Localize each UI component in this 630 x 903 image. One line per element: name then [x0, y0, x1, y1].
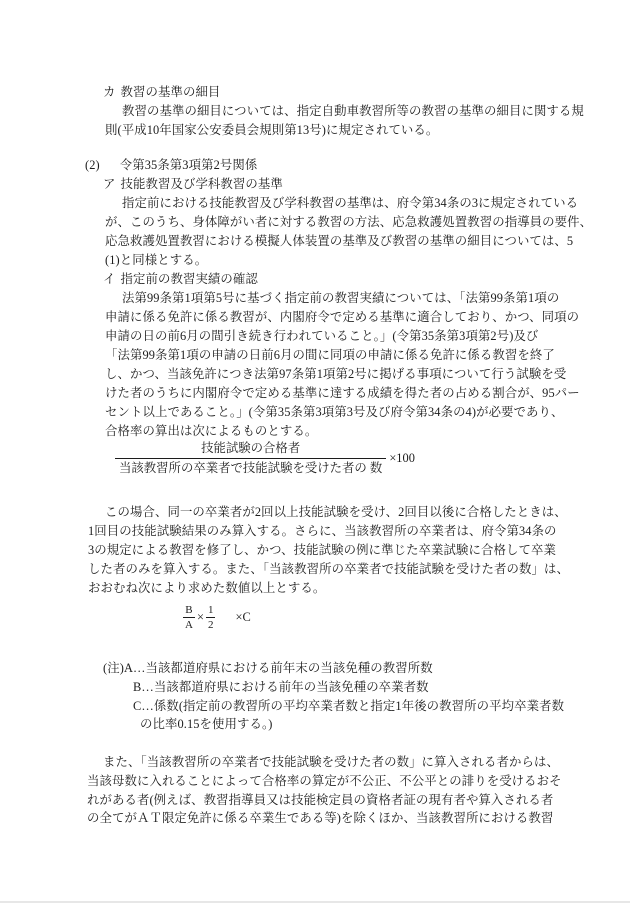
- fraction-denominator: A: [185, 619, 193, 631]
- item-a-label: ア: [103, 177, 116, 191]
- para-a-line: 指定前における技能教習及び学科教習の基準は、府令第34条の3に規定されている: [122, 196, 579, 210]
- note-line-a: (注)A…当該都道府県における前年末の当該免種の教習所数: [103, 661, 433, 675]
- para-i-line: けた者のうちに内閣府令で定める基準に達する成績を得た者の占める割合が、95パー: [105, 386, 580, 400]
- note-line-b: B…当該都道府県における前年の当該免種の卒業者数: [133, 680, 429, 694]
- item-ka-title: 教習の基準の細目: [120, 85, 221, 99]
- item-i-title: 指定前の教習実績の確認: [120, 272, 258, 286]
- para-i-line: 合格率の算出は次によるものとする。: [105, 424, 318, 438]
- fraction-b-over-a: [183, 604, 195, 631]
- pass-rate-fraction: [115, 441, 386, 476]
- item-a-title: 技能教習及び学科教習の基準: [120, 177, 283, 191]
- fraction-one-half: [206, 604, 216, 631]
- para-i-line: セント以上であること。」(令第35条第3項第3号及び府令第34条の4)が必要であり、: [105, 405, 564, 419]
- section-2-label: (2): [85, 158, 100, 172]
- fraction-denominator: 当該教習所の卒業者で技能試験を受けた者の 数: [115, 458, 386, 476]
- note-line-c-cont: の比率0.15を使用する。): [140, 717, 273, 731]
- para-case-line: この場合、同一の卒業者が2回以上技能試験を受け、2回目以後に合格したときは、: [105, 505, 567, 519]
- para-also-line: 当該母数に入れることによって合格率の算定が不公正、不公平との誹りを受けるおそ: [87, 774, 562, 788]
- fraction-numerator: 1: [207, 604, 214, 616]
- note-line-c: C…係数(指定前の教習所の平均卒業者数と指定1年後の教習所の平均卒業者数: [133, 699, 565, 713]
- fraction-numerator: B: [185, 604, 193, 616]
- min-count-formula: [183, 604, 253, 631]
- para-a-line: 応急救護処置教習における模擬人体装置の基準及び教習の基準の細目については、5: [105, 234, 574, 248]
- section-2-title: 令第35条第3項第2号関係: [119, 158, 258, 172]
- multiply-c-term: ×C: [235, 610, 251, 624]
- item-i: [103, 270, 258, 289]
- multiply-sign: ×: [196, 610, 204, 624]
- item-ka-label: カ: [103, 85, 116, 99]
- para-a-line: が、このうち、身体障がい者に対する教習の方法、応急救護処置教習の指導員の要件、: [105, 215, 593, 229]
- para-case-line: 1回目の技能試験結果のみ算入する。さらに、当該教習所の卒業者は、府令第34条の: [88, 524, 557, 538]
- fraction-numerator: 技能試験の合格者: [201, 441, 301, 455]
- para-also-line: れがある者(例えば、教習指導員又は技能検定員の資格者証の現有者や算入される者: [87, 793, 554, 807]
- fraction-denominator: 2: [207, 619, 214, 631]
- pass-rate-formula: [115, 441, 415, 476]
- para-also-line: の全てがＡＴ限定免許に係る卒業生である等)を除くほか、当該教習所における教習: [87, 811, 554, 825]
- para-i-line: し、かつ、当該免許につき法第97条第1項第2号に掲げる事項について行う試験を受: [105, 367, 567, 381]
- para-i-line: 法第99条第1項第5号に基づく指定前の教習実績については、「法第99条第1項の: [122, 291, 560, 305]
- para-i-line: 「法第99条第1項の申請の日前6月の間に同項の申請に係る免許に係る教習を終了: [105, 348, 555, 362]
- para-case-line: おおむね次により求めた数値以上とする。: [88, 581, 326, 595]
- section-2-heading: [85, 156, 257, 175]
- item-i-label: イ: [103, 272, 116, 286]
- para-case-line: した者のみを算入する。また、「当該教習所の卒業者で技能試験を受けた者の数」は、: [88, 562, 569, 576]
- item-a: [103, 175, 283, 194]
- para-case-line: 3の規定による教習を修了し、かつ、技能試験の例に準じた卒業試験に合格して卒業: [88, 543, 556, 557]
- para-ka-line: 則(平成10年国家公安委員会規則第13号)に規定されている。: [105, 123, 439, 137]
- para-also-line: また、「当該教習所の卒業者で技能試験を受けた者の数」に算入される者からは、: [103, 755, 559, 769]
- para-i-line: 申請に係る免許に係る教習が、内閣府令で定める基準に適合しており、かつ、同項の: [105, 310, 580, 324]
- para-ka-line: 教習の基準の細目については、指定自動車教習所等の教習の基準の細目に関する規: [122, 104, 584, 118]
- item-ka: [103, 83, 220, 102]
- para-a-line: (1)と同様とする。: [105, 253, 208, 267]
- fraction-multiplier: ×100: [389, 451, 415, 465]
- para-i-line: 申請の日の前6月の間引き続き行われていること。」(令第35条第3項第2号)及び: [105, 329, 539, 343]
